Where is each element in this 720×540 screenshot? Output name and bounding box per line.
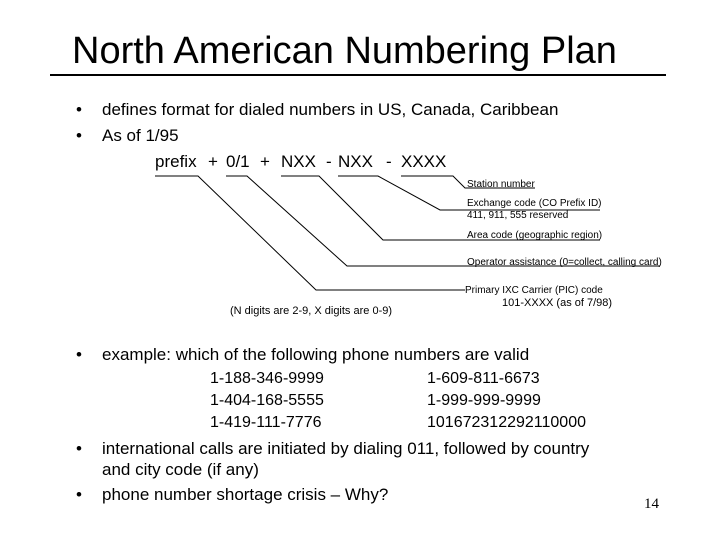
format-zero-one: 0/1 (226, 152, 250, 171)
example-number: 1-419-111-7776 (210, 414, 322, 431)
bullet-shortage: phone number shortage crisis – Why? (102, 485, 389, 504)
format-plus: + (260, 152, 270, 171)
bullet-dot: • (76, 345, 82, 364)
label-pic-format: 101-XXXX (as of 7/98) (502, 297, 613, 309)
example-label: example: (102, 345, 171, 364)
bullet-dot: • (76, 439, 82, 458)
bullet-international: international calls are initiated by dialing 011, followed by country (102, 439, 590, 458)
example-number: 1-404-168-5555 (210, 392, 324, 409)
label-exchange-code: Exchange code (CO Prefix ID) (467, 198, 602, 209)
label-station-number: Station number (467, 179, 535, 190)
label-area-code: Area code (geographic region) (467, 230, 603, 241)
example-number: 1-188-346-9999 (210, 370, 324, 387)
connector-operator (226, 176, 660, 266)
format-plus: + (208, 152, 218, 171)
label-pic-code: Primary IXC Carrier (PIC) code (465, 285, 603, 296)
label-operator-assistance: Operator assistance (0=collect, calling card) (467, 257, 662, 268)
example-line (102, 345, 529, 365)
bullet-text-2: As of 1/95 (102, 126, 179, 145)
example-number: 1-999-999-9999 (427, 392, 541, 409)
format-prefix: prefix (155, 152, 197, 171)
format-dash: - (326, 152, 332, 171)
bullet-dot: • (76, 126, 82, 145)
label-exchange-reserved: 411, 911, 555 reserved (467, 210, 569, 221)
example-text: which of the following phone numbers are valid (175, 345, 530, 364)
example-number: 1-609-811-6673 (427, 370, 540, 387)
page-number: 14 (644, 496, 659, 512)
format-xxxx: XXXX (401, 152, 447, 171)
slide-title: North American Numbering Plan (72, 30, 617, 72)
bullet-international-cont: and city code (if any) (102, 460, 259, 479)
format-dash: - (386, 152, 392, 171)
bullet-text-1: defines format for dialed numbers in US, Canada, Caribbean (102, 100, 559, 119)
format-nxx-exchange: NXX (338, 152, 373, 171)
bullet-dot: • (76, 485, 82, 504)
example-number: 101672312292110000 (427, 414, 586, 431)
digits-note: (N digits are 2-9, X digits are 0-9) (230, 305, 393, 317)
format-nxx-area: NXX (281, 152, 316, 171)
bullet-dot: • (76, 100, 82, 119)
